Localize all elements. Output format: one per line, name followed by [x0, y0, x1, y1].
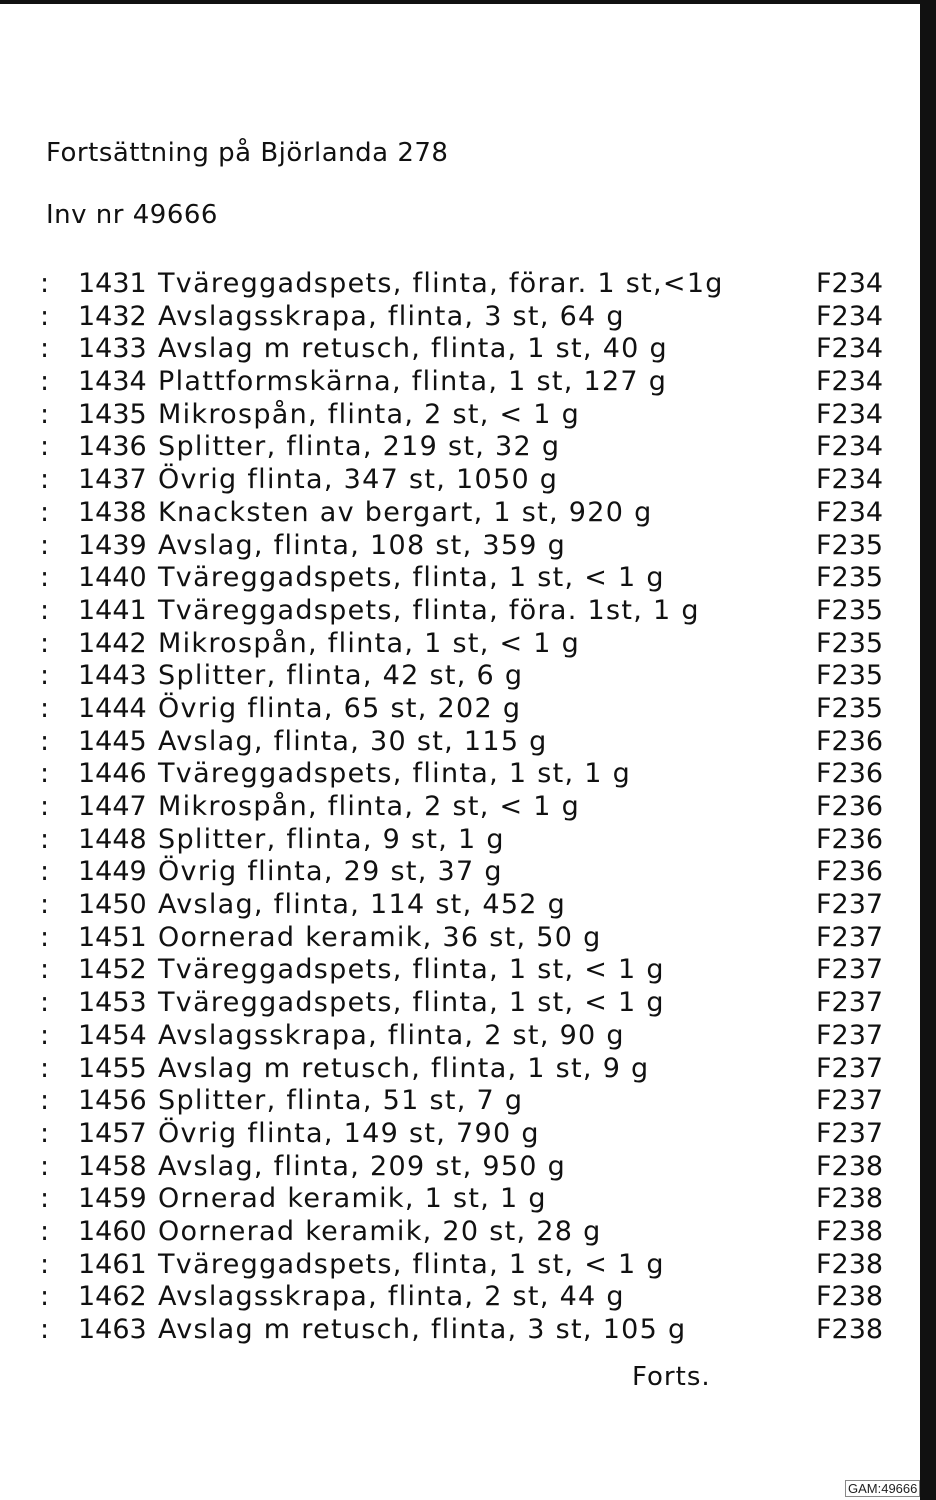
- entry-number: 1434: [78, 366, 147, 398]
- entry-number: 1451: [78, 921, 147, 953]
- entry-row: [40, 1151, 900, 1184]
- catalog-label: GAM:49666: [845, 1480, 920, 1497]
- entry-number: 1440: [78, 562, 147, 594]
- entry-row: [40, 726, 900, 759]
- entry-reference: F238: [816, 1215, 884, 1247]
- entry-row: [40, 530, 900, 563]
- entry-row: [40, 856, 900, 889]
- entry-colon: :: [40, 889, 50, 921]
- entry-row: [40, 562, 900, 595]
- entry-description: Avslagsskrapa, flinta, 3 st, 64 g: [158, 300, 625, 332]
- entry-description: Splitter, flinta, 219 st, 32 g: [158, 431, 561, 463]
- entry-row: [40, 1085, 900, 1118]
- entry-colon: :: [40, 594, 50, 626]
- entry-number: 1452: [78, 954, 147, 986]
- entry-reference: F234: [816, 300, 884, 332]
- entry-number: 1442: [78, 627, 147, 659]
- entry-description: Plattformskärna, flinta, 1 st, 127 g: [158, 366, 668, 398]
- entry-reference: F235: [816, 529, 884, 561]
- entry-reference: F234: [816, 464, 884, 496]
- entry-colon: :: [40, 300, 50, 332]
- entry-number: 1454: [78, 1019, 147, 1051]
- entry-description: Tväreggadspets, flinta, 1 st, < 1 g: [158, 954, 665, 986]
- entry-description: Övrig flinta, 29 st, 37 g: [158, 856, 503, 888]
- entry-reference: F237: [816, 889, 884, 921]
- entry-colon: :: [40, 1150, 50, 1182]
- entry-description: Mikrospån, flinta, 1 st, < 1 g: [158, 627, 581, 659]
- entry-description: Tväreggadspets, flinta, 1 st, < 1 g: [158, 1248, 665, 1280]
- inventory-number: Inv nr 49666: [46, 200, 218, 230]
- entry-reference: F234: [816, 333, 884, 365]
- card-header: Fortsättning på Björlanda 278: [46, 138, 449, 168]
- entry-row: [40, 693, 900, 726]
- entry-colon: :: [40, 268, 50, 299]
- entry-description: Avslag m retusch, flinta, 1 st, 40 g: [158, 333, 668, 365]
- entry-reference: F236: [816, 823, 884, 855]
- entry-description: Oornerad keramik, 20 st, 28 g: [158, 1215, 602, 1247]
- entry-row: [40, 1183, 900, 1216]
- entry-colon: :: [40, 791, 50, 822]
- entry-reference: F237: [816, 987, 884, 1019]
- entry-reference: F237: [816, 1052, 884, 1084]
- entry-row: [40, 660, 900, 693]
- entry-row: [40, 889, 900, 922]
- entry-number: 1431: [78, 268, 147, 299]
- entry-row: [40, 758, 900, 791]
- entry-colon: :: [40, 758, 50, 790]
- entry-description: Övrig flinta, 149 st, 790 g: [158, 1117, 540, 1149]
- entry-row: [40, 922, 900, 955]
- entry-description: Tväreggadspets, flinta, 1 st, < 1 g: [158, 987, 665, 1019]
- entry-row: [40, 268, 900, 301]
- entry-description: Splitter, flinta, 42 st, 6 g: [158, 660, 524, 692]
- entry-number: 1456: [78, 1085, 147, 1117]
- entry-row: [40, 824, 900, 857]
- entry-row: [40, 1216, 900, 1249]
- entry-reference: F234: [816, 431, 884, 463]
- entry-number: 1445: [78, 725, 147, 757]
- entry-reference: F236: [816, 791, 884, 822]
- entry-description: Tväreggadspets, flinta, 1 st, < 1 g: [158, 562, 665, 594]
- entry-number: 1446: [78, 758, 147, 790]
- entry-colon: :: [40, 823, 50, 855]
- entry-number: 1458: [78, 1150, 147, 1182]
- entry-description: Mikrospån, flinta, 2 st, < 1 g: [158, 791, 581, 822]
- entry-description: Avslagsskrapa, flinta, 2 st, 44 g: [158, 1281, 625, 1313]
- entry-description: Avslag, flinta, 209 st, 950 g: [158, 1150, 567, 1182]
- entry-description: Avslag, flinta, 30 st, 115 g: [158, 725, 548, 757]
- entry-reference: F234: [816, 268, 884, 299]
- entry-reference: F238: [816, 1150, 884, 1182]
- entry-row: [40, 1281, 900, 1314]
- entry-colon: :: [40, 692, 50, 724]
- entry-reference: F236: [816, 856, 884, 888]
- entry-colon: :: [40, 660, 50, 692]
- entry-description: Avslag m retusch, flinta, 1 st, 9 g: [158, 1052, 650, 1084]
- entry-colon: :: [40, 529, 50, 561]
- entry-colon: :: [40, 333, 50, 365]
- entry-number: 1439: [78, 529, 147, 561]
- entry-number: 1441: [78, 594, 147, 626]
- entry-number: 1460: [78, 1215, 147, 1247]
- entry-reference: F236: [816, 725, 884, 757]
- entry-description: Avslag m retusch, flinta, 3 st, 105 g: [158, 1314, 687, 1345]
- entry-number: 1459: [78, 1183, 147, 1215]
- entry-number: 1436: [78, 431, 147, 463]
- entry-row: [40, 595, 900, 628]
- entry-row: [40, 301, 900, 334]
- entry-number: 1449: [78, 856, 147, 888]
- entry-colon: :: [40, 954, 50, 986]
- entry-reference: F235: [816, 562, 884, 594]
- entry-reference: F237: [816, 1019, 884, 1051]
- continuation-note: Forts.: [632, 1362, 711, 1392]
- entry-number: 1437: [78, 464, 147, 496]
- entry-reference: F234: [816, 496, 884, 528]
- entry-colon: :: [40, 464, 50, 496]
- entry-number: 1447: [78, 791, 147, 822]
- entry-reference: F237: [816, 1085, 884, 1117]
- entry-reference: F238: [816, 1183, 884, 1215]
- entry-reference: F235: [816, 627, 884, 659]
- entry-description: Tväreggadspets, flinta, föra. 1st, 1 g: [158, 594, 700, 626]
- entry-row: [40, 431, 900, 464]
- entry-description: Ornerad keramik, 1 st, 1 g: [158, 1183, 547, 1215]
- entry-reference: F238: [816, 1314, 884, 1345]
- entry-colon: :: [40, 398, 50, 430]
- entry-description: Avslagsskrapa, flinta, 2 st, 90 g: [158, 1019, 625, 1051]
- entry-reference: F237: [816, 954, 884, 986]
- entry-colon: :: [40, 1117, 50, 1149]
- entry-colon: :: [40, 496, 50, 528]
- entry-description: Övrig flinta, 65 st, 202 g: [158, 692, 522, 724]
- top-border: [0, 0, 936, 4]
- entry-colon: :: [40, 856, 50, 888]
- entry-list: [40, 268, 900, 1347]
- entry-reference: F238: [816, 1248, 884, 1280]
- entry-colon: :: [40, 1085, 50, 1117]
- entry-colon: :: [40, 1281, 50, 1313]
- entry-number: 1463: [78, 1314, 147, 1345]
- entry-row: [40, 1053, 900, 1086]
- entry-row: [40, 333, 900, 366]
- entry-row: [40, 366, 900, 399]
- entry-number: 1450: [78, 889, 147, 921]
- entry-colon: :: [40, 987, 50, 1019]
- entry-colon: :: [40, 627, 50, 659]
- entry-reference: F234: [816, 366, 884, 398]
- entry-number: 1443: [78, 660, 147, 692]
- entry-number: 1455: [78, 1052, 147, 1084]
- right-border: [920, 0, 936, 1500]
- entry-number: 1433: [78, 333, 147, 365]
- entry-reference: F234: [816, 398, 884, 430]
- entry-description: Splitter, flinta, 51 st, 7 g: [158, 1085, 524, 1117]
- entry-reference: F235: [816, 594, 884, 626]
- entry-description: Tväreggadspets, flinta, förar. 1 st,<1g: [158, 268, 724, 299]
- entry-reference: F236: [816, 758, 884, 790]
- entry-colon: :: [40, 1052, 50, 1084]
- entry-colon: :: [40, 1248, 50, 1280]
- entry-row: [40, 1118, 900, 1151]
- entry-row: [40, 399, 900, 432]
- entry-description: Övrig flinta, 347 st, 1050 g: [158, 464, 559, 496]
- entry-number: 1435: [78, 398, 147, 430]
- entry-number: 1448: [78, 823, 147, 855]
- entry-number: 1457: [78, 1117, 147, 1149]
- entry-description: Oornerad keramik, 36 st, 50 g: [158, 921, 602, 953]
- entry-number: 1432: [78, 300, 147, 332]
- entry-number: 1461: [78, 1248, 147, 1280]
- entry-row: [40, 628, 900, 661]
- entry-colon: :: [40, 562, 50, 594]
- entry-colon: :: [40, 1183, 50, 1215]
- entry-number: 1444: [78, 692, 147, 724]
- entry-colon: :: [40, 431, 50, 463]
- entry-row: [40, 987, 900, 1020]
- entry-row: [40, 1020, 900, 1053]
- entry-colon: :: [40, 1215, 50, 1247]
- entry-reference: F235: [816, 660, 884, 692]
- entry-row: [40, 464, 900, 497]
- entry-description: Avslag, flinta, 108 st, 359 g: [158, 529, 567, 561]
- entry-colon: :: [40, 1019, 50, 1051]
- entry-colon: :: [40, 1314, 50, 1345]
- entry-colon: :: [40, 921, 50, 953]
- entry-row: [40, 1249, 900, 1282]
- entry-description: Mikrospån, flinta, 2 st, < 1 g: [158, 398, 581, 430]
- entry-number: 1438: [78, 496, 147, 528]
- entry-description: Avslag, flinta, 114 st, 452 g: [158, 889, 567, 921]
- entry-row: [40, 1314, 900, 1347]
- entry-reference: F238: [816, 1281, 884, 1313]
- entry-description: Knacksten av bergart, 1 st, 920 g: [158, 496, 653, 528]
- entry-colon: :: [40, 366, 50, 398]
- entry-colon: :: [40, 725, 50, 757]
- entry-description: Tväreggadspets, flinta, 1 st, 1 g: [158, 758, 632, 790]
- entry-row: [40, 791, 900, 824]
- entry-row: [40, 954, 900, 987]
- entry-number: 1453: [78, 987, 147, 1019]
- entry-reference: F235: [816, 692, 884, 724]
- entry-reference: F237: [816, 921, 884, 953]
- entry-description: Splitter, flinta, 9 st, 1 g: [158, 823, 505, 855]
- entry-reference: F237: [816, 1117, 884, 1149]
- entry-number: 1462: [78, 1281, 147, 1313]
- entry-row: [40, 497, 900, 530]
